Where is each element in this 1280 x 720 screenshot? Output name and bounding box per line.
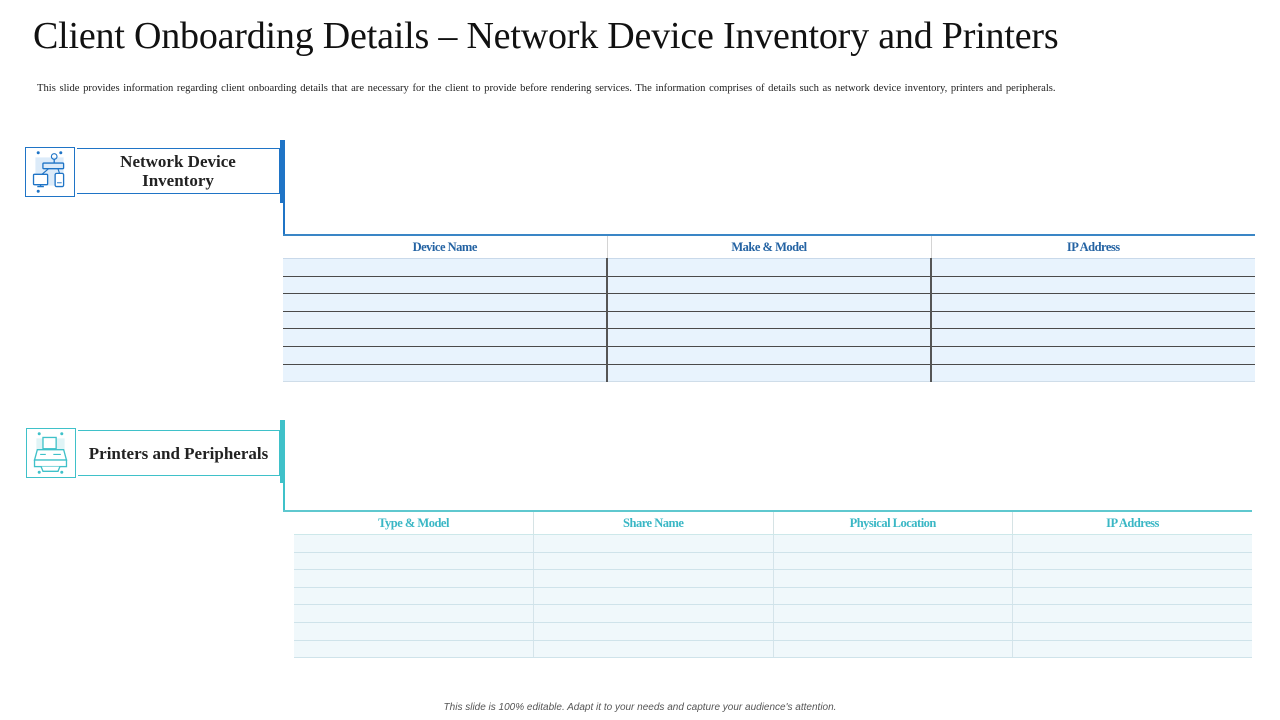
table-cell[interactable] — [534, 640, 774, 658]
column-header-ip-address: IP Address — [1013, 511, 1253, 535]
table-row — [294, 605, 1252, 623]
table-cell[interactable] — [607, 346, 931, 364]
table-cell[interactable] — [1013, 640, 1253, 658]
table-row — [294, 622, 1252, 640]
table-cell[interactable] — [773, 552, 1013, 570]
table-cell[interactable] — [773, 605, 1013, 623]
table-cell[interactable] — [283, 311, 607, 329]
network-device-table — [283, 234, 1255, 382]
table-cell[interactable] — [534, 535, 774, 553]
table-cell[interactable] — [931, 346, 1255, 364]
table-row — [294, 552, 1252, 570]
column-header-physical-location: Physical Location — [773, 511, 1013, 535]
table-header-row — [283, 235, 1255, 259]
table-row — [294, 587, 1252, 605]
table-cell[interactable] — [607, 294, 931, 312]
table-cell[interactable] — [294, 587, 534, 605]
table-cell[interactable] — [294, 552, 534, 570]
printers-connector-line — [283, 480, 285, 512]
table-cell[interactable] — [534, 622, 774, 640]
table-cell[interactable] — [931, 364, 1255, 382]
table-row — [294, 640, 1252, 658]
printer-icon — [26, 428, 76, 478]
table-cell[interactable] — [773, 570, 1013, 588]
table-header-row — [294, 511, 1252, 535]
table-cell[interactable] — [294, 640, 534, 658]
printers-section-label: Printers and Peripherals — [78, 430, 280, 476]
table-cell[interactable] — [931, 311, 1255, 329]
table-cell[interactable] — [294, 622, 534, 640]
table-row — [283, 294, 1255, 312]
network-accent-bar — [280, 140, 285, 203]
table-cell[interactable] — [534, 605, 774, 623]
column-header-ip-address: IP Address — [931, 235, 1255, 259]
table-cell[interactable] — [294, 605, 534, 623]
table-row — [283, 311, 1255, 329]
network-section-label: Network Device Inventory — [77, 148, 280, 194]
table-cell[interactable] — [283, 276, 607, 294]
printers-accent-bar — [280, 420, 285, 483]
page-title: Client Onboarding Details – Network Device Inventory and Printers — [33, 15, 1059, 57]
table-cell[interactable] — [1013, 622, 1253, 640]
table-row — [283, 259, 1255, 277]
table-cell[interactable] — [607, 329, 931, 347]
printers-table — [294, 510, 1252, 658]
page-subtitle: This slide provides information regarding client onboarding details that are necessary for the client to provide before rendering services. The information comprises of details such as network device inventory, printers and peripherals. — [37, 83, 1056, 94]
table-cell[interactable] — [283, 294, 607, 312]
network-devices-icon — [25, 147, 75, 197]
table-cell[interactable] — [773, 640, 1013, 658]
table-cell[interactable] — [283, 329, 607, 347]
table-row — [283, 364, 1255, 382]
table-row — [294, 535, 1252, 553]
network-connector-line — [283, 200, 285, 236]
table-cell[interactable] — [294, 570, 534, 588]
table-cell[interactable] — [931, 276, 1255, 294]
column-header-device-name: Device Name — [283, 235, 607, 259]
column-header-share-name: Share Name — [534, 511, 774, 535]
footer-note: This slide is 100% editable. Adapt it to your needs and capture your audience's attention. — [443, 702, 837, 713]
table-cell[interactable] — [607, 364, 931, 382]
table-row — [294, 570, 1252, 588]
table-cell[interactable] — [534, 587, 774, 605]
table-cell[interactable] — [773, 587, 1013, 605]
table-cell[interactable] — [773, 535, 1013, 553]
table-cell[interactable] — [283, 364, 607, 382]
table-cell[interactable] — [283, 259, 607, 277]
table-cell[interactable] — [1013, 605, 1253, 623]
table-cell[interactable] — [607, 276, 931, 294]
table-cell[interactable] — [283, 346, 607, 364]
table-cell[interactable] — [773, 622, 1013, 640]
table-cell[interactable] — [1013, 570, 1253, 588]
table-row — [283, 329, 1255, 347]
table-cell[interactable] — [607, 311, 931, 329]
table-cell[interactable] — [534, 570, 774, 588]
table-cell[interactable] — [1013, 552, 1253, 570]
column-header-make-model: Make & Model — [607, 235, 931, 259]
table-cell[interactable] — [1013, 587, 1253, 605]
table-cell[interactable] — [294, 535, 534, 553]
table-row — [283, 276, 1255, 294]
table-row — [283, 346, 1255, 364]
table-cell[interactable] — [931, 329, 1255, 347]
table-cell[interactable] — [931, 294, 1255, 312]
table-cell[interactable] — [931, 259, 1255, 277]
table-cell[interactable] — [1013, 535, 1253, 553]
table-cell[interactable] — [534, 552, 774, 570]
table-cell[interactable] — [607, 259, 931, 277]
column-header-type-model: Type & Model — [294, 511, 534, 535]
